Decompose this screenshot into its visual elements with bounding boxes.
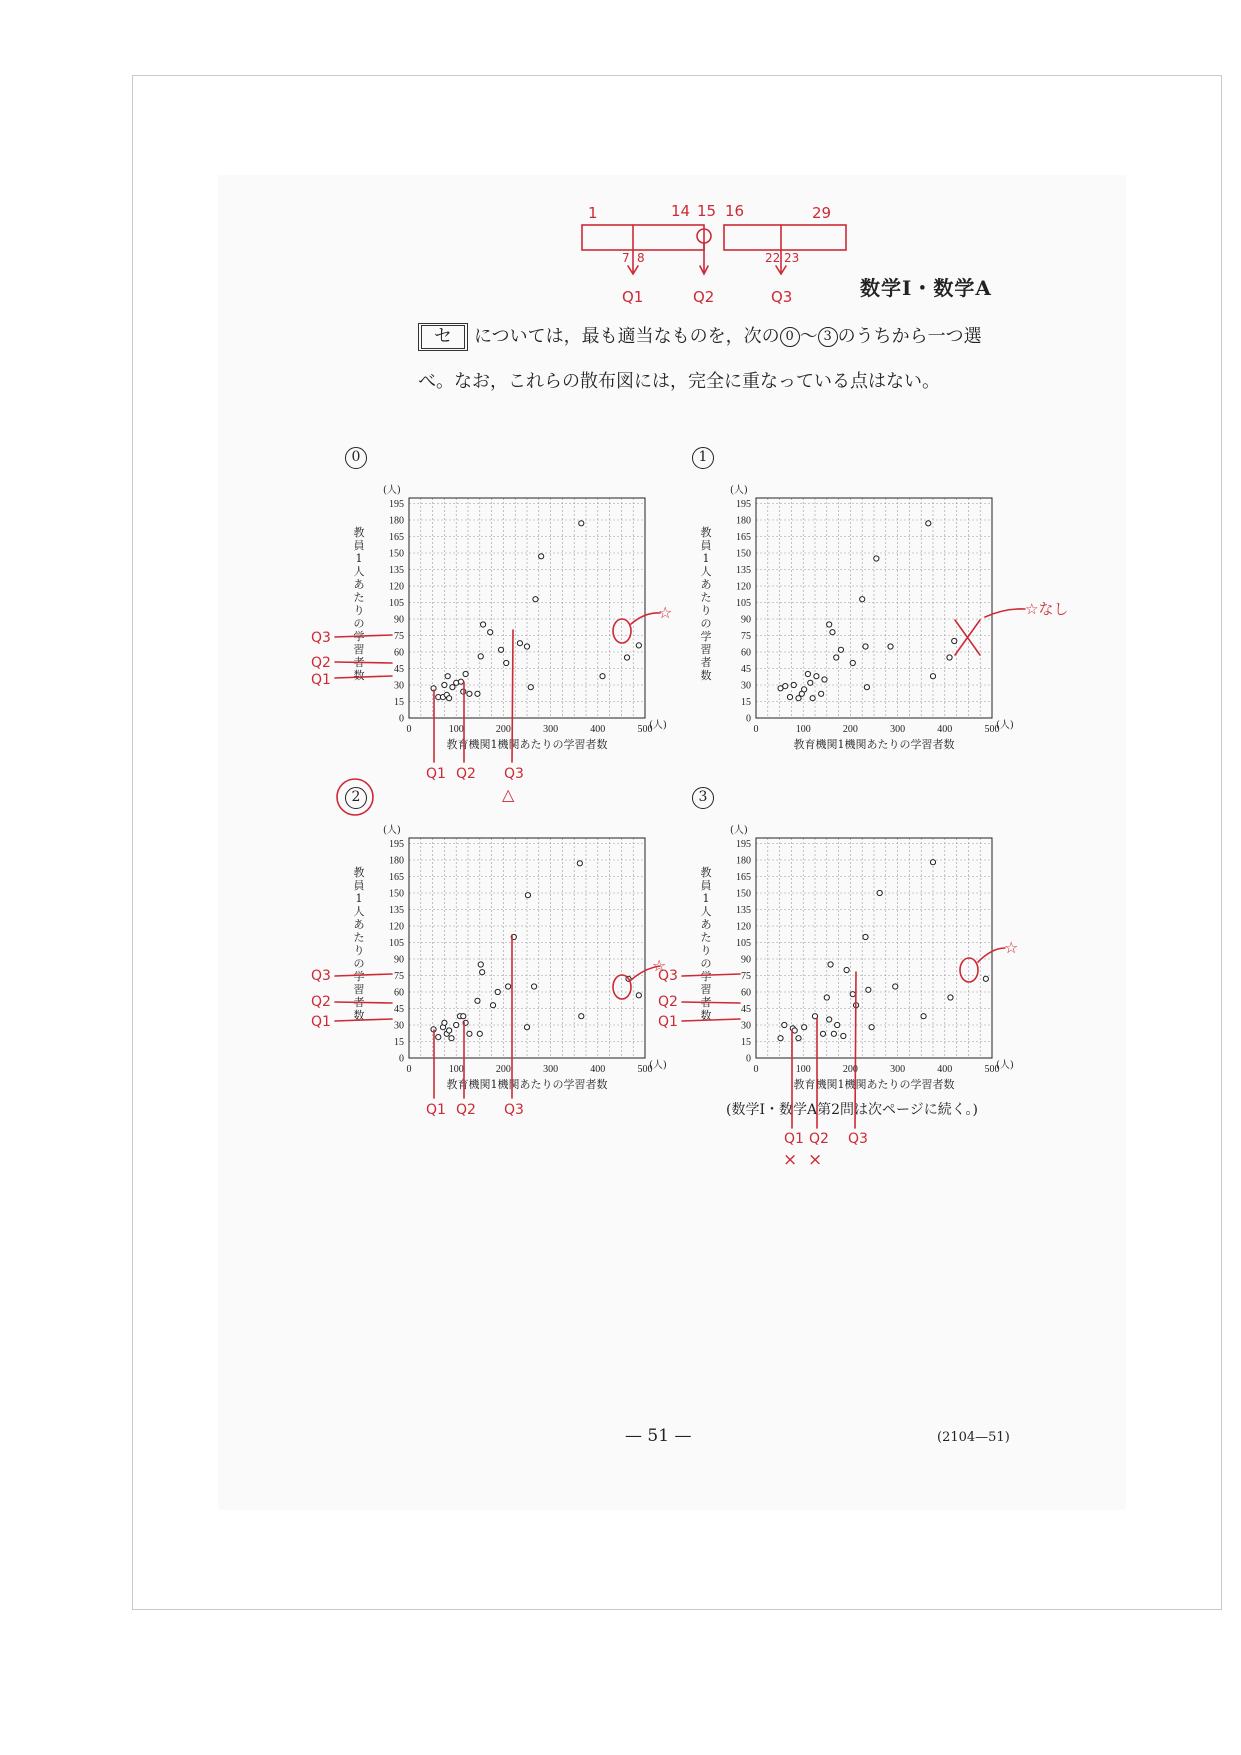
data-point bbox=[528, 685, 533, 690]
data-point bbox=[921, 1014, 926, 1019]
data-point bbox=[930, 860, 935, 865]
data-point bbox=[822, 677, 827, 682]
scatter-chart-3 bbox=[692, 820, 1012, 1120]
continuation-note: (数学Ⅰ・数学A第2問は次ページに続く。) bbox=[726, 1102, 978, 1118]
diagram-q2: Q2 bbox=[693, 288, 715, 306]
x-tick-label: 100 bbox=[795, 1064, 811, 1075]
data-point bbox=[477, 1031, 482, 1036]
x-tick-label: 0 bbox=[406, 1064, 412, 1075]
y-tick-label: 30 bbox=[394, 1020, 404, 1032]
data-point bbox=[802, 687, 807, 692]
y-axis-label-char: の bbox=[700, 617, 712, 630]
data-point bbox=[810, 696, 815, 701]
data-point bbox=[450, 685, 455, 690]
data-point bbox=[577, 861, 582, 866]
panel1-note: ☆なし bbox=[1025, 600, 1069, 618]
y-axis-label-char: 教 bbox=[700, 526, 712, 539]
panel3-cross-q2: × bbox=[808, 1150, 823, 1170]
y-axis-label-char: 人 bbox=[353, 565, 365, 578]
y-tick-label: 150 bbox=[736, 888, 751, 900]
data-point bbox=[863, 644, 868, 649]
data-point bbox=[506, 984, 511, 989]
data-point bbox=[805, 671, 810, 676]
subject-header: 数学Ⅰ・数学A bbox=[860, 276, 992, 300]
data-point bbox=[869, 1025, 874, 1030]
data-point bbox=[820, 1031, 825, 1036]
y-tick-label: 105 bbox=[736, 938, 751, 949]
x-tick-label: 100 bbox=[448, 1064, 464, 1075]
y-tick-label: 0 bbox=[746, 713, 751, 725]
scatter-chart-2 bbox=[345, 820, 665, 1120]
data-point bbox=[463, 671, 468, 676]
y-axis-label-char: り bbox=[700, 604, 712, 617]
data-point bbox=[480, 970, 485, 975]
y-axis-label-char: 数 bbox=[700, 1009, 712, 1022]
y-tick-label: 195 bbox=[736, 499, 751, 510]
data-point bbox=[488, 630, 493, 635]
x-tick-label: 300 bbox=[890, 1064, 906, 1075]
y-axis-label-char: あ bbox=[353, 578, 365, 591]
y-tick-label: 150 bbox=[389, 548, 404, 560]
scatter-svg bbox=[345, 820, 665, 1120]
data-point bbox=[454, 1022, 459, 1027]
y-tick-label: 120 bbox=[389, 921, 404, 933]
answer-box: セ bbox=[418, 323, 468, 351]
data-point bbox=[819, 691, 824, 696]
x-tick-label: 300 bbox=[543, 1064, 559, 1075]
data-point bbox=[475, 998, 480, 1003]
data-point bbox=[467, 691, 472, 696]
y-axis-label-char: 1 bbox=[355, 552, 363, 565]
data-point bbox=[835, 1022, 840, 1027]
y-tick-label: 165 bbox=[389, 872, 404, 883]
diagram-number-29: 29 bbox=[812, 204, 832, 222]
y-axis-label-char: 人 bbox=[700, 905, 712, 918]
y-tick-label: 135 bbox=[736, 905, 751, 916]
data-point bbox=[828, 962, 833, 967]
y-tick-label: 45 bbox=[394, 664, 404, 675]
data-point bbox=[525, 893, 530, 898]
y-unit-label: (人) bbox=[383, 485, 401, 496]
y-tick-label: 30 bbox=[741, 680, 751, 692]
scatter-svg bbox=[692, 480, 1012, 780]
diagram-number-14: 14 bbox=[671, 202, 691, 220]
y-tick-label: 60 bbox=[394, 987, 404, 999]
y-axis-label-char: り bbox=[353, 604, 365, 617]
diagram-number-1: 1 bbox=[588, 204, 598, 222]
scatter-chart-0 bbox=[345, 480, 665, 780]
data-point bbox=[948, 995, 953, 1000]
data-point bbox=[511, 934, 516, 939]
x-tick-label: 400 bbox=[590, 1064, 606, 1075]
data-point bbox=[791, 682, 796, 687]
y-tick-label: 0 bbox=[399, 713, 404, 725]
y-tick-label: 75 bbox=[394, 631, 404, 642]
diagram-q3: Q3 bbox=[771, 288, 793, 306]
y-axis-label-char: た bbox=[700, 591, 712, 604]
data-point bbox=[841, 1033, 846, 1038]
y-tick-label: 105 bbox=[736, 598, 751, 609]
y-tick-label: 15 bbox=[741, 697, 751, 708]
panel0-x-q1: Q1 bbox=[426, 766, 446, 782]
data-point bbox=[782, 1022, 787, 1027]
panel2-q3-label: Q3 bbox=[311, 968, 331, 984]
y-tick-label: 90 bbox=[394, 954, 404, 966]
panel0-x-q3: Q3 bbox=[504, 766, 524, 782]
x-tick-label: 100 bbox=[795, 724, 811, 735]
panel3-x-q1: Q1 bbox=[784, 1131, 804, 1147]
data-point bbox=[626, 976, 631, 981]
y-tick-label: 195 bbox=[389, 499, 404, 510]
x-tick-label: 500 bbox=[637, 724, 653, 735]
x-tick-label: 500 bbox=[637, 1064, 653, 1075]
y-axis-label-char: 者 bbox=[700, 996, 712, 1009]
scatter-svg bbox=[345, 480, 665, 780]
data-point bbox=[463, 1020, 468, 1025]
y-axis-label-char: 習 bbox=[353, 983, 365, 996]
data-point bbox=[431, 686, 436, 691]
x-tick-label: 500 bbox=[984, 724, 1000, 735]
y-tick-label: 150 bbox=[736, 548, 751, 560]
y-tick-label: 135 bbox=[389, 905, 404, 916]
data-point bbox=[461, 1014, 466, 1019]
x-unit-label: (人) bbox=[649, 1060, 667, 1071]
data-point bbox=[636, 993, 641, 998]
x-tick-label: 300 bbox=[890, 724, 906, 735]
y-tick-label: 45 bbox=[741, 1004, 751, 1015]
data-point bbox=[893, 984, 898, 989]
y-tick-label: 90 bbox=[741, 954, 751, 966]
y-tick-label: 120 bbox=[736, 921, 751, 933]
x-tick-label: 200 bbox=[842, 1064, 858, 1075]
y-tick-label: 60 bbox=[394, 647, 404, 659]
data-point bbox=[778, 1036, 783, 1041]
question-line-1 bbox=[418, 322, 982, 351]
y-tick-label: 15 bbox=[394, 697, 404, 708]
data-point bbox=[531, 984, 536, 989]
data-point bbox=[478, 962, 483, 967]
diagram-number-7: 7 bbox=[622, 251, 630, 265]
y-axis-label-char: 数 bbox=[353, 669, 365, 682]
y-tick-label: 135 bbox=[389, 565, 404, 576]
y-tick-label: 165 bbox=[736, 872, 751, 883]
y-axis-label-char: 者 bbox=[353, 996, 365, 1009]
panel2-q2-label: Q2 bbox=[311, 994, 331, 1010]
data-point bbox=[874, 556, 879, 561]
data-point bbox=[792, 1028, 797, 1033]
y-axis-label-char: 人 bbox=[700, 565, 712, 578]
x-tick-label: 0 bbox=[753, 724, 759, 735]
panel2-star: ☆ bbox=[652, 956, 667, 975]
y-axis-label-char: り bbox=[700, 944, 712, 957]
x-unit-label: (人) bbox=[996, 720, 1014, 731]
data-point bbox=[802, 1025, 807, 1030]
data-point bbox=[808, 680, 813, 685]
data-point bbox=[467, 1031, 472, 1036]
data-point bbox=[447, 1028, 452, 1033]
question-text-1b: のうちから一つ選 bbox=[837, 326, 982, 347]
data-point bbox=[636, 643, 641, 648]
data-point bbox=[947, 655, 952, 660]
data-point bbox=[850, 660, 855, 665]
y-axis-label-char: あ bbox=[700, 918, 712, 931]
y-tick-label: 75 bbox=[394, 971, 404, 982]
data-point bbox=[926, 521, 931, 526]
y-axis-label-char: 者 bbox=[700, 656, 712, 669]
diagram-number-23: 23 bbox=[784, 251, 800, 265]
data-point bbox=[447, 696, 452, 701]
data-point bbox=[517, 641, 522, 646]
data-point bbox=[478, 654, 483, 659]
x-tick-label: 300 bbox=[543, 724, 559, 735]
panel-label-3: 3 bbox=[692, 787, 714, 809]
y-axis-label-char: た bbox=[353, 591, 365, 604]
data-point bbox=[579, 521, 584, 526]
panel3-x-q2: Q2 bbox=[809, 1131, 829, 1147]
data-point bbox=[600, 674, 605, 679]
data-point bbox=[481, 622, 486, 627]
y-tick-label: 45 bbox=[741, 664, 751, 675]
data-point bbox=[431, 1027, 436, 1032]
y-tick-label: 75 bbox=[741, 971, 751, 982]
x-axis-label: 教育機関1機関あたりの学習者数 bbox=[793, 1078, 955, 1091]
x-tick-label: 0 bbox=[753, 1064, 759, 1075]
panel0-triangle: △ bbox=[502, 785, 515, 804]
data-point bbox=[814, 674, 819, 679]
data-point bbox=[498, 647, 503, 652]
data-point bbox=[853, 1003, 858, 1008]
data-point bbox=[812, 1014, 817, 1019]
panel0-star: ☆ bbox=[658, 603, 673, 622]
data-point bbox=[834, 655, 839, 660]
x-tick-label: 200 bbox=[495, 1064, 511, 1075]
panel3-q1-label: Q1 bbox=[658, 1014, 678, 1030]
y-tick-label: 120 bbox=[736, 581, 751, 593]
x-tick-label: 100 bbox=[448, 724, 464, 735]
y-tick-label: 165 bbox=[736, 532, 751, 543]
y-axis-label-char: 習 bbox=[700, 983, 712, 996]
panel0-q3-label: Q3 bbox=[311, 630, 331, 646]
x-tick-label: 400 bbox=[937, 724, 953, 735]
y-tick-label: 165 bbox=[389, 532, 404, 543]
data-point bbox=[827, 1017, 832, 1022]
x-tick-label: 200 bbox=[495, 724, 511, 735]
data-point bbox=[436, 1035, 441, 1040]
choice-3-marker: 3 bbox=[818, 327, 838, 347]
data-point bbox=[952, 638, 957, 643]
diagram-number-15: 15 bbox=[697, 202, 717, 220]
panel3-q3-label: Q3 bbox=[658, 968, 678, 984]
diagram-number-8: 8 bbox=[637, 251, 645, 265]
diagram-q1: Q1 bbox=[622, 288, 644, 306]
data-point bbox=[888, 644, 893, 649]
y-tick-label: 105 bbox=[389, 598, 404, 609]
panel0-q2-label: Q2 bbox=[311, 655, 331, 671]
x-unit-label: (人) bbox=[649, 720, 667, 731]
y-axis-label-char: 学 bbox=[353, 630, 365, 643]
data-point bbox=[445, 674, 450, 679]
panel-label-2: 2 bbox=[345, 787, 367, 809]
y-tick-label: 15 bbox=[741, 1037, 751, 1048]
data-point bbox=[783, 684, 788, 689]
y-axis-label-char: あ bbox=[353, 918, 365, 931]
page-code: (2104—51) bbox=[937, 1430, 1010, 1445]
choice-0-marker: 0 bbox=[780, 327, 800, 347]
panel2-x-q1: Q1 bbox=[426, 1102, 446, 1118]
data-point bbox=[579, 1014, 584, 1019]
data-point bbox=[442, 682, 447, 687]
data-point bbox=[983, 976, 988, 981]
y-axis-label-char: 数 bbox=[700, 669, 712, 682]
x-tick-label: 500 bbox=[984, 1064, 1000, 1075]
data-point bbox=[844, 967, 849, 972]
y-tick-label: 180 bbox=[389, 855, 404, 867]
x-tick-label: 0 bbox=[406, 724, 412, 735]
data-point bbox=[624, 655, 629, 660]
x-axis-label: 教育機関1機関あたりの学習者数 bbox=[446, 738, 608, 751]
diagram-number-16: 16 bbox=[725, 202, 745, 220]
data-point bbox=[490, 1003, 495, 1008]
question-line-2: べ。なお，これらの散布図には，完全に重なっている点はない。 bbox=[418, 371, 940, 392]
y-axis-label-char: 学 bbox=[700, 630, 712, 643]
y-axis-label-char: 人 bbox=[353, 905, 365, 918]
panel2-q1-label: Q1 bbox=[311, 1014, 331, 1030]
panel-label-0: 0 bbox=[345, 447, 367, 469]
data-point bbox=[827, 622, 832, 627]
y-unit-label: (人) bbox=[730, 825, 748, 836]
y-axis-label-char: 1 bbox=[702, 552, 710, 565]
x-unit-label: (人) bbox=[996, 1060, 1014, 1071]
y-tick-label: 120 bbox=[389, 581, 404, 593]
y-axis-label-char: 員 bbox=[700, 879, 712, 892]
y-axis-label-char: の bbox=[353, 617, 365, 630]
data-point bbox=[524, 644, 529, 649]
data-point bbox=[831, 1031, 836, 1036]
y-axis-label-char: 員 bbox=[353, 539, 365, 552]
y-axis-label-char: の bbox=[353, 957, 365, 970]
y-axis-label-char: 者 bbox=[353, 656, 365, 669]
scatter-chart-1 bbox=[692, 480, 1012, 780]
data-point bbox=[850, 992, 855, 997]
panel3-x-q3: Q3 bbox=[848, 1131, 868, 1147]
y-axis-label-char: 学 bbox=[700, 970, 712, 983]
y-tick-label: 180 bbox=[736, 855, 751, 867]
y-tick-label: 15 bbox=[394, 1037, 404, 1048]
y-axis-label-char: た bbox=[700, 931, 712, 944]
y-tick-label: 0 bbox=[746, 1053, 751, 1065]
data-point bbox=[838, 647, 843, 652]
panel2-x-q3: Q3 bbox=[504, 1102, 524, 1118]
x-axis-label: 教育機関1機関あたりの学習者数 bbox=[793, 738, 955, 751]
y-tick-label: 105 bbox=[389, 938, 404, 949]
data-point bbox=[877, 890, 882, 895]
y-tick-label: 180 bbox=[389, 515, 404, 527]
x-tick-label: 200 bbox=[842, 724, 858, 735]
y-unit-label: (人) bbox=[383, 825, 401, 836]
data-point bbox=[475, 691, 480, 696]
data-point bbox=[442, 1020, 447, 1025]
y-axis-label-char: り bbox=[353, 944, 365, 957]
data-point bbox=[539, 554, 544, 559]
y-tick-label: 195 bbox=[736, 839, 751, 850]
question-text-1: については，最も適当なものを，次の bbox=[474, 326, 780, 347]
y-unit-label: (人) bbox=[730, 485, 748, 496]
data-point bbox=[787, 695, 792, 700]
data-point bbox=[524, 1025, 529, 1030]
y-axis-label-char: 習 bbox=[700, 643, 712, 656]
y-axis-label-char: あ bbox=[700, 578, 712, 591]
panel0-q1-label: Q1 bbox=[311, 672, 331, 688]
y-tick-label: 0 bbox=[399, 1053, 404, 1065]
panel0-x-q2: Q2 bbox=[456, 766, 476, 782]
data-point bbox=[461, 689, 466, 694]
y-tick-label: 180 bbox=[736, 515, 751, 527]
data-point bbox=[863, 934, 868, 939]
y-axis-label-char: 習 bbox=[353, 643, 365, 656]
y-axis-label-char: 教 bbox=[353, 866, 365, 879]
scatter-svg bbox=[692, 820, 1012, 1120]
data-point bbox=[866, 987, 871, 992]
data-point bbox=[533, 597, 538, 602]
data-point bbox=[458, 679, 463, 684]
y-tick-label: 30 bbox=[741, 1020, 751, 1032]
data-point bbox=[830, 630, 835, 635]
panel3-star: ☆ bbox=[1004, 938, 1019, 957]
y-axis-label-char: 教 bbox=[353, 526, 365, 539]
y-axis-label-char: 員 bbox=[700, 539, 712, 552]
y-axis-label-char: 員 bbox=[353, 879, 365, 892]
y-tick-label: 60 bbox=[741, 647, 751, 659]
data-point bbox=[864, 685, 869, 690]
data-point bbox=[930, 674, 935, 679]
page-number: — 51 — bbox=[625, 1426, 692, 1446]
y-tick-label: 45 bbox=[394, 1004, 404, 1015]
y-tick-label: 195 bbox=[389, 839, 404, 850]
panel3-q2-label: Q2 bbox=[658, 994, 678, 1010]
y-axis-label-char: 1 bbox=[355, 892, 363, 905]
y-tick-label: 30 bbox=[394, 680, 404, 692]
x-tick-label: 400 bbox=[937, 1064, 953, 1075]
y-tick-label: 90 bbox=[741, 614, 751, 626]
panel3-cross-q1: × bbox=[783, 1150, 798, 1170]
data-point bbox=[860, 597, 865, 602]
y-tick-label: 135 bbox=[736, 565, 751, 576]
y-axis-label-char: 数 bbox=[353, 1009, 365, 1022]
y-tick-label: 150 bbox=[389, 888, 404, 900]
y-tick-label: 60 bbox=[741, 987, 751, 999]
data-point bbox=[824, 995, 829, 1000]
diagram-number-22: 22 bbox=[765, 251, 781, 265]
y-axis-label-char: 1 bbox=[702, 892, 710, 905]
x-axis-label: 教育機関1機関あたりの学習者数 bbox=[446, 1078, 608, 1091]
data-point bbox=[495, 989, 500, 994]
data-point bbox=[796, 1036, 801, 1041]
y-tick-label: 90 bbox=[394, 614, 404, 626]
range-separator: 〜 bbox=[799, 326, 818, 347]
y-axis-label-char: の bbox=[700, 957, 712, 970]
y-axis-label-char: 教 bbox=[700, 866, 712, 879]
panel2-x-q2: Q2 bbox=[456, 1102, 476, 1118]
y-axis-label-char: た bbox=[353, 931, 365, 944]
panel-label-1: 1 bbox=[692, 447, 714, 469]
y-axis-label-char: 学 bbox=[353, 970, 365, 983]
data-point bbox=[449, 1036, 454, 1041]
data-point bbox=[504, 660, 509, 665]
y-tick-label: 75 bbox=[741, 631, 751, 642]
x-tick-label: 400 bbox=[590, 724, 606, 735]
